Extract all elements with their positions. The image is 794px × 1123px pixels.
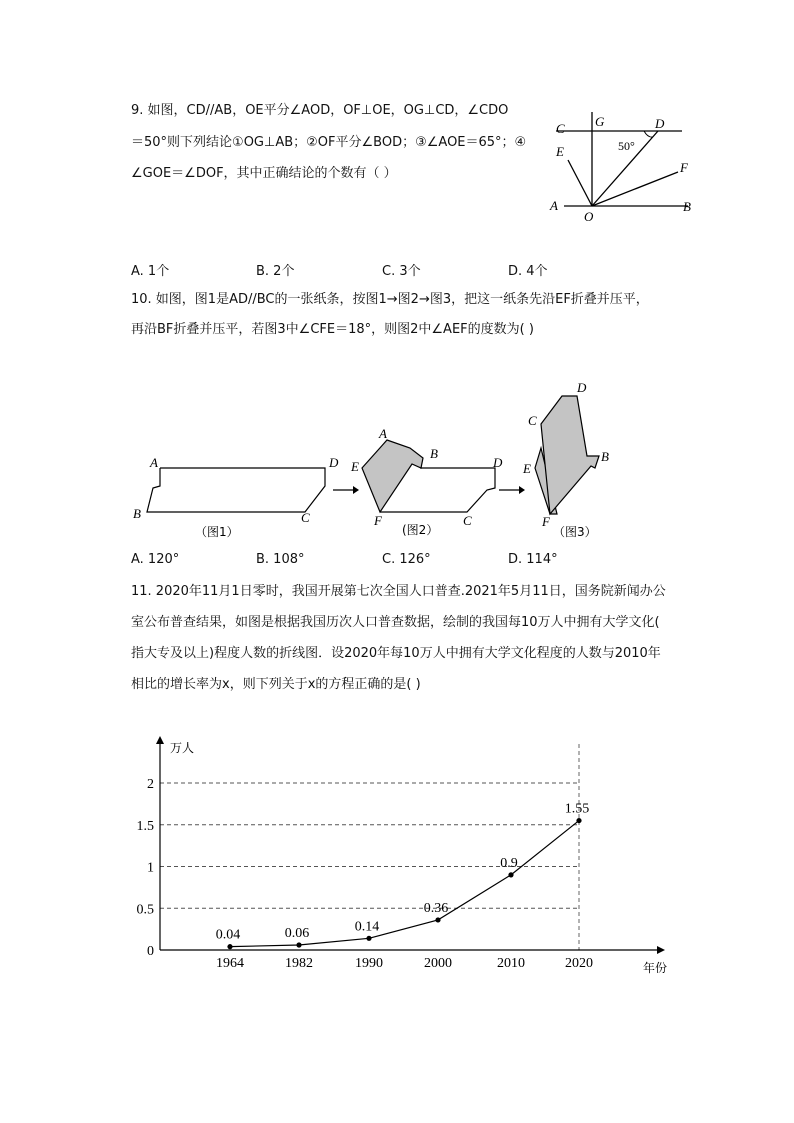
q10-line-2: 再沿BF折叠并压平，若图3中∠CFE＝18°，则图2中∠AEF的度数为( ) [131,322,534,337]
angle-arc [644,131,653,137]
label-c: C [556,121,565,136]
ray-of [592,172,678,206]
data-label: 0.36 [423,900,449,916]
fig2-label-c: C [463,513,472,528]
data-point [435,917,440,922]
data-labels [216,802,590,943]
label-o: O [584,209,594,224]
q9-line-2: ＝50°则下列结论①OG⊥AB；②OF平分∠BOD；③∠AOE＝65°；④ [131,135,527,150]
data-point [508,872,513,877]
q10-option-d: D. 114° [508,552,558,567]
fig3-label-d: D [577,380,587,395]
y-tick-label: 1 [147,860,154,876]
label-d: D [655,116,665,131]
x-axis-arrow [657,946,665,954]
data-points [227,818,581,949]
fig2-label-d: D [493,455,503,470]
fig1-label-d: D [329,455,339,470]
q9-option-a: A. 1个 [131,264,170,279]
fig3-label-e: E [523,461,531,476]
q10-figure [125,378,625,548]
y-tick-labels [137,777,155,959]
x-tick-labels [216,956,593,971]
x-tick-label: 2010 [497,956,525,971]
q9-figure [540,108,710,228]
fig2-label-a: A [379,426,387,441]
label-b: B [683,199,691,214]
data-label: 0.9 [500,855,518,871]
data-point [576,818,581,823]
data-label: 0.14 [354,919,380,935]
angle-50: 50° [618,139,635,153]
fig2-label-e: E [351,459,359,474]
data-label: 1.55 [564,801,590,817]
label-e: E [556,144,564,159]
data-point [227,944,232,949]
q10-option-a: A. 120° [131,552,180,567]
x-tick-label: 2020 [565,956,593,971]
x-tick-label: 2000 [424,956,452,971]
fig3-label-f: F [542,514,550,529]
fig3-label-c: C [528,413,537,428]
y-tick-label: 2 [147,777,154,792]
q9-line-3: ∠GOE＝∠DOF，其中正确结论的个数有（ ） [131,166,397,181]
x-tick-label: 1982 [285,956,313,971]
fig1-label-a: A [150,455,158,470]
data-point [296,942,301,947]
q11-line-4: 相比的增长率为x，则下列关于x的方程正确的是( ) [131,677,421,692]
x-tick-label: 1990 [355,956,383,971]
series-line [230,821,579,947]
data-label: 0.04 [215,927,241,943]
fig1-caption: （图1） [195,525,239,539]
y-tick-label: 0.5 [136,902,154,918]
q10-line-1: 10. 如图，图1是AD//BC的一张纸条，按图1→图2→图3，把这一纸条先沿EF折叠并压平， [131,292,649,307]
fig3-label-b: B [601,449,609,464]
q9-option-c: C. 3个 [382,264,421,279]
y-tick-label: 1.5 [136,818,154,834]
label-f: F [680,160,688,175]
y-tick-label: 0 [147,944,154,959]
x-axis-label: 年份 [643,961,668,975]
label-a: A [550,198,558,213]
q9-option-b: B. 2个 [256,264,295,279]
q10-option-c: C. 126° [382,552,431,567]
fig1-label-b: B [133,506,141,521]
fig2-caption: (图2） [402,523,439,537]
ray-oe [568,160,592,206]
q9-option-d: D. 4个 [508,264,548,279]
data-label: 0.06 [284,925,310,941]
q10-option-b: B. 108° [256,552,305,567]
fig2-label-b: B [430,446,438,461]
x-tick-label: 1964 [216,956,244,971]
y-axis-arrow [156,736,164,744]
data-point [366,936,371,941]
q11-line-3: 指大专及以上)程度人数的折线图．设2020年每10万人中拥有大学文化程度的人数与2010年 [131,646,661,661]
fig3-folded-part [541,396,599,514]
fig1-strip [147,468,325,512]
label-g: G [595,114,605,129]
fig2-folded-part [362,440,423,512]
fig2-label-f: F [374,513,382,528]
q9-line-1: 9. 如图，CD//AB，OE平分∠AOD，OF⊥OE，OG⊥CD，∠CDO [131,103,509,118]
q11-line-2: 室公布普查结果，如图是根据我国历次人口普查数据，绘制的我国每10万人中拥有大学文化( [131,615,660,630]
line-chart [130,730,690,980]
y-axis-label: 万人 [170,741,195,755]
q11-line-1: 11. 2020年11月1日零时，我国开展第七次全国人口普查.2021年5月11日，国务院新闻办公 [131,584,666,599]
fig1-label-c: C [301,510,310,525]
fig3-caption: （图3） [553,525,597,539]
